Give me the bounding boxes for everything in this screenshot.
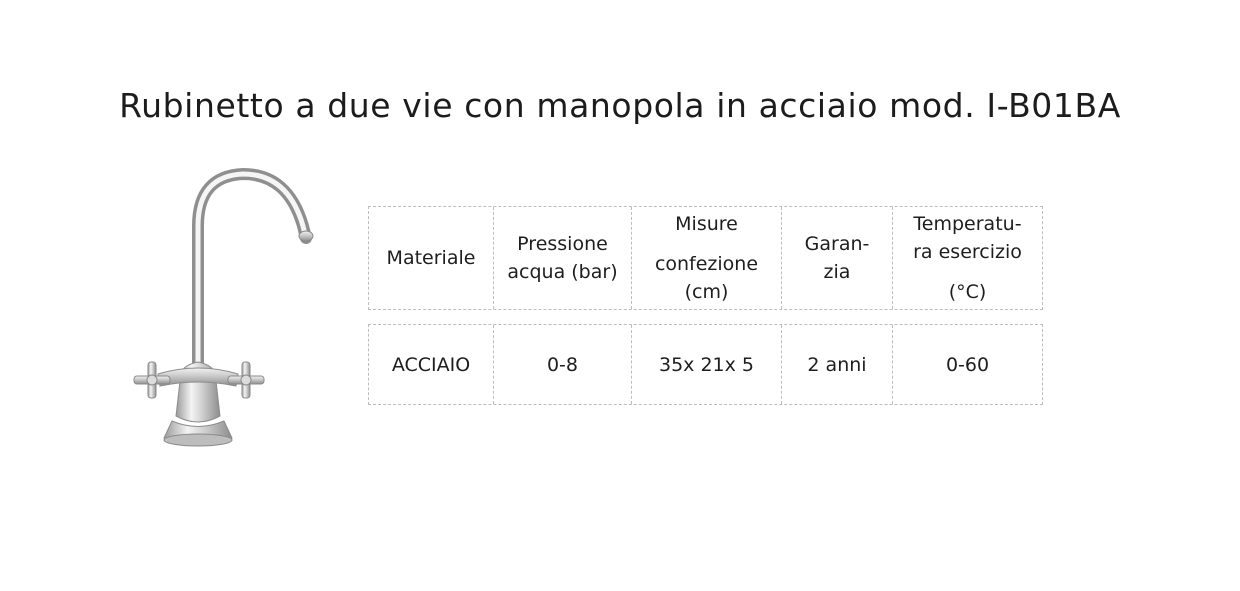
page-title: Rubinetto a due vie con manopola in acciaio mod. I-B01BA [119, 86, 1121, 125]
value-materiale: ACCIAIO [369, 325, 494, 404]
header-temperatura-line1: Temperatu- [913, 213, 1022, 235]
spec-table-values [368, 324, 1043, 405]
header-misure-line3: (cm) [684, 281, 729, 303]
header-pressione-line1: Pressione [517, 233, 608, 255]
header-misure-line2: confezione [654, 253, 759, 275]
header-temperatura [893, 207, 1042, 309]
header-garanzia [782, 207, 893, 309]
header-misure [632, 207, 782, 309]
header-garanzia-line2: zia [823, 261, 851, 283]
spec-table-header [368, 206, 1043, 310]
value-misure: 35x 21x 5 [632, 325, 782, 404]
header-pressione-line2: acqua (bar) [507, 261, 618, 283]
header-temperatura-line3: (°C) [948, 281, 987, 303]
header-garanzia-line1: Garan- [804, 233, 870, 255]
header-misure-line1: Misure [675, 213, 738, 235]
value-pressione: 0-8 [494, 325, 632, 404]
value-garanzia: 2 anni [782, 325, 893, 404]
faucet-image [128, 166, 318, 456]
header-materiale [369, 207, 494, 309]
header-temperatura-line2: ra esercizio [913, 241, 1022, 263]
header-pressione [494, 207, 632, 309]
value-temperatura: 0-60 [945, 353, 990, 376]
header-materiale-label: Materiale [386, 247, 476, 269]
